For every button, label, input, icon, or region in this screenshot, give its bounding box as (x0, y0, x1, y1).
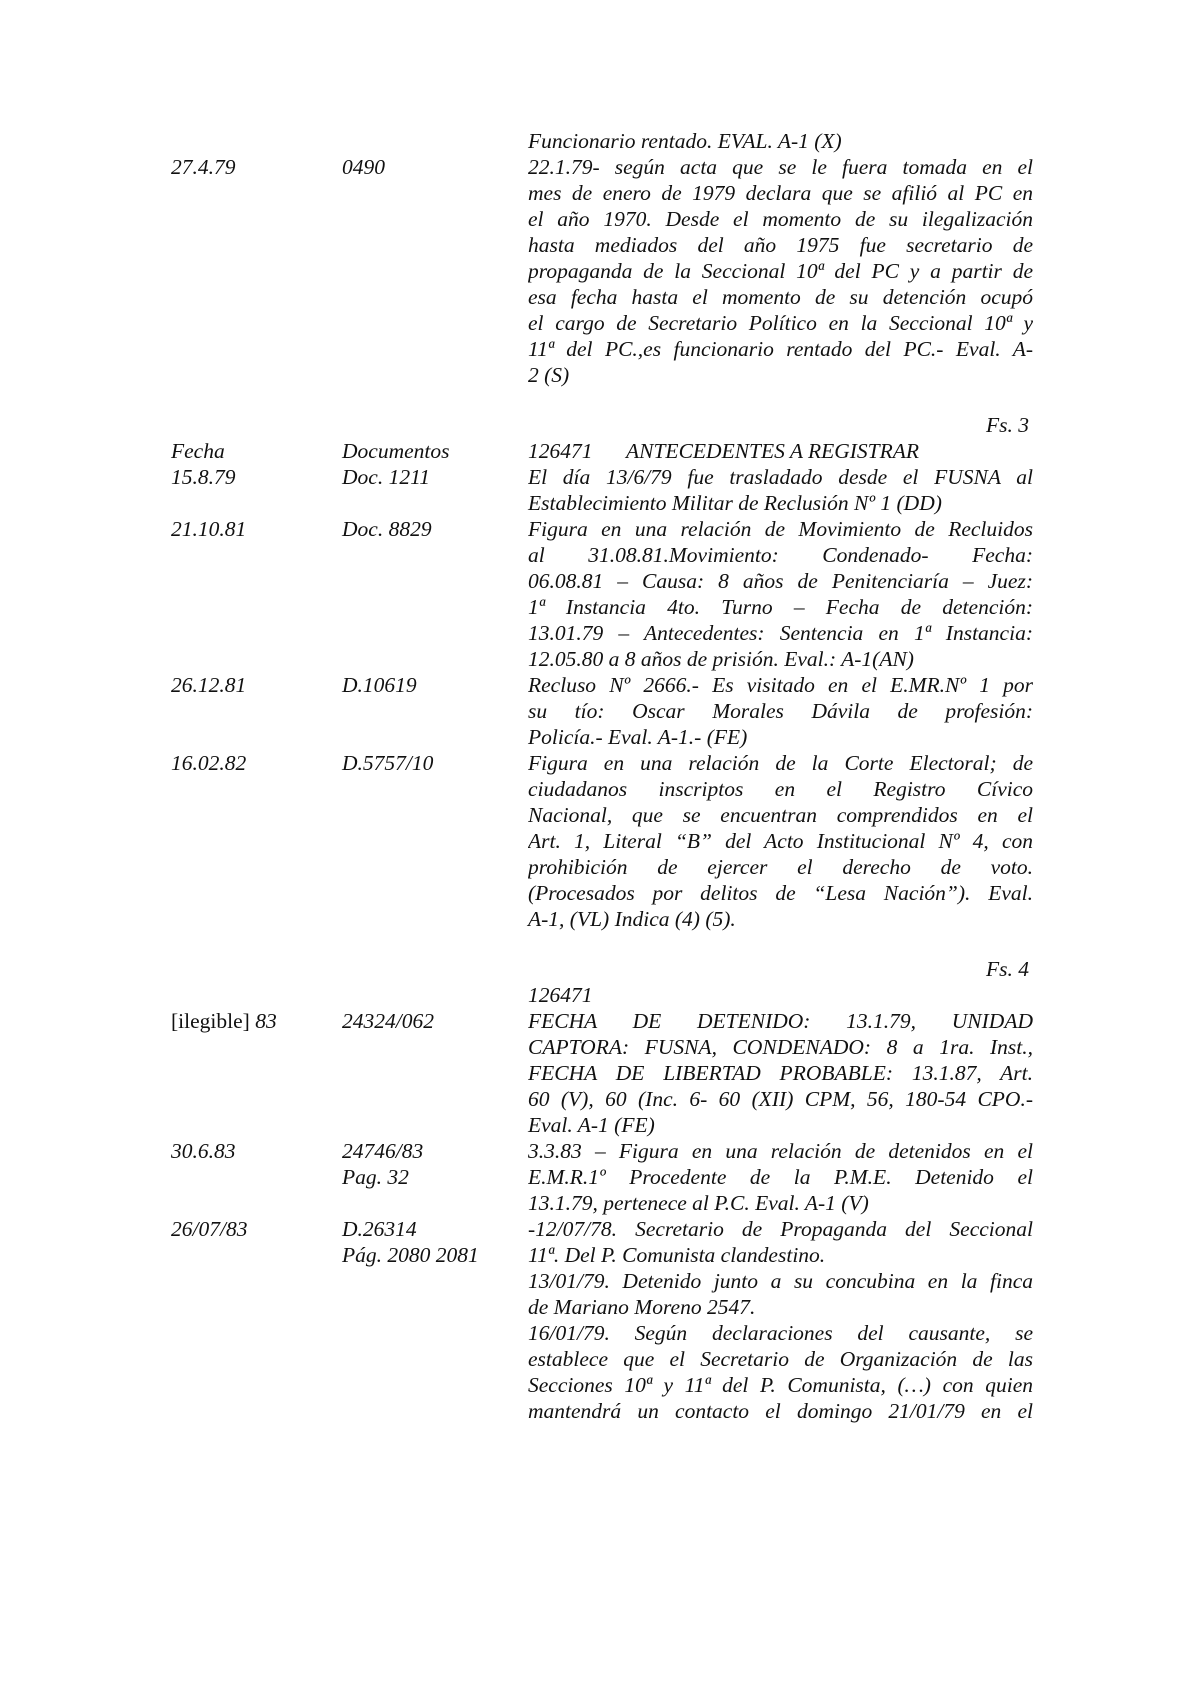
entry-line: mantendrá un contacto el domingo 21/01/79 en el (528, 1399, 1033, 1423)
entry-line: 2 (S) (528, 363, 570, 387)
entry-doc: 24746/83 (342, 1139, 424, 1163)
section-title: ANTECEDENTES A REGISTRAR (626, 439, 920, 463)
column-header-documentos: Documentos (342, 439, 450, 463)
entry-line: 11ª del PC.,es funcionario rentado del PC.- Eval. A- (528, 337, 1033, 361)
entry-line: FECHA DE LIBERTAD PROBABLE: 13.1.87, Art. (528, 1061, 1033, 1085)
entry-line: 13.01.79 – Antecedentes: Sentencia en 1ª Instancia: (528, 621, 1033, 645)
entry-date: 15.8.79 (171, 465, 236, 489)
entry-date: 16.02.82 (171, 751, 247, 775)
column-header-fecha: Fecha (171, 439, 225, 463)
entry-line: mes de enero de 1979 declara que se afilió al PC en (528, 181, 1033, 205)
entry-line: 11ª. Del P. Comunista clandestino. (528, 1243, 826, 1267)
entry-line: Figura en una relación de Movimiento de Recluidos (528, 517, 1033, 541)
entry-doc: D.10619 (342, 673, 417, 697)
entry-line: establece que el Secretario de Organización de las (528, 1347, 1033, 1371)
entry-line: el año 1970. Desde el momento de su ilegalización (528, 207, 1033, 231)
entry-date (171, 1007, 277, 1035)
entry-line: esa fecha hasta el momento de su detención ocupó (528, 285, 1033, 309)
entry-line: Recluso Nº 2666.- Es visitado en el E.MR.Nº 1 por (528, 673, 1033, 697)
folio-label: Fs. 3 (986, 413, 1029, 437)
entry-line: A-1, (VL) Indica (4) (5). (528, 907, 736, 931)
entry-line: 13/01/79. Detenido junto a su concubina en la finca (528, 1269, 1033, 1293)
entry-line: al 31.08.81.Movimiento: Condenado- Fecha: (528, 543, 1033, 567)
record-number: 126471 (528, 439, 593, 463)
entry-doc-page: Pág. 2080 2081 (342, 1243, 479, 1267)
entry-line: ciudadanos inscriptos en el Registro Cívico (528, 777, 1033, 801)
entry-doc: Doc. 1211 (342, 465, 430, 489)
entry-line: Eval. A-1 (FE) (528, 1113, 655, 1137)
entry-doc: D.5757/10 (342, 751, 434, 775)
entry-date: 26.12.81 (171, 673, 247, 697)
illegible-marker: [ilegible] (171, 1009, 250, 1033)
entry-line: (Procesados por delitos de “Lesa Nación”). Eval. (528, 881, 1033, 905)
entry-line: 3.3.83 – Figura en una relación de detenidos en el (528, 1139, 1033, 1163)
entry-line: el cargo de Secretario Político en la Seccional 10ª y (528, 311, 1033, 335)
entry-doc: 0490 (342, 155, 385, 179)
entry-line: Figura en una relación de la Corte Electoral; de (528, 751, 1033, 775)
entry-date: 21.10.81 (171, 517, 247, 541)
entry-line: E.M.R.1º Procedente de la P.M.E. Detenido el (528, 1165, 1033, 1189)
entry-line: Policía.- Eval. A-1.- (FE) (528, 725, 748, 749)
entry-line: hasta mediados del año 1975 fue secretario de (528, 233, 1033, 257)
folio-label: Fs. 4 (986, 957, 1029, 981)
entry-line: -12/07/78. Secretario de Propaganda del Seccional (528, 1217, 1033, 1241)
top-line: Funcionario rentado. EVAL. A-1 (X) (528, 129, 842, 153)
entry-doc: 24324/062 (342, 1009, 434, 1033)
entry-line: Art. 1, Literal “B” del Acto Institucional Nº 4, con (528, 829, 1033, 853)
entry-line: FECHA DE DETENIDO: 13.1.79, UNIDAD (528, 1009, 1033, 1033)
entry-line: propaganda de la Seccional 10ª del PC y a partir de (528, 259, 1033, 283)
entry-line: de Mariano Moreno 2547. (528, 1295, 756, 1319)
entry-line: CAPTORA: FUSNA, CONDENADO: 8 a 1ra. Inst., (528, 1035, 1033, 1059)
entry-line: 16/01/79. Según declaraciones del causante, se (528, 1321, 1033, 1345)
entry-line: Secciones 10ª y 11ª del P. Comunista, (…) con quien (528, 1373, 1033, 1397)
entry-doc: Doc. 8829 (342, 517, 432, 541)
entry-doc-page: Pag. 32 (342, 1165, 409, 1189)
entry-line: 12.05.80 a 8 años de prisión. Eval.: A-1(AN) (528, 647, 914, 671)
entry-date: 26/07/83 (171, 1217, 248, 1241)
entry-line: 13.1.79, pertenece al P.C. Eval. A-1 (V) (528, 1191, 869, 1215)
record-number: 126471 (528, 983, 593, 1007)
entry-date: 30.6.83 (171, 1139, 236, 1163)
entry-line: Nacional, que se encuentran comprendidos en el (528, 803, 1033, 827)
entry-line: 22.1.79- según acta que se le fuera tomada en el (528, 155, 1033, 179)
entry-line: 06.08.81 – Causa: 8 años de Penitenciaría – Juez: (528, 569, 1033, 593)
entry-date-year: 83 (255, 1009, 277, 1033)
entry-date: 27.4.79 (171, 155, 236, 179)
entry-line: 60 (V), 60 (Inc. 6- 60 (XII) CPM, 56, 180-54 CPO.- (528, 1087, 1033, 1111)
entry-line: El día 13/6/79 fue trasladado desde el FUSNA al (528, 465, 1033, 489)
entry-line: Establecimiento Militar de Reclusión Nº 1 (DD) (528, 491, 942, 515)
entry-line: 1ª Instancia 4to. Turno – Fecha de detención: (528, 595, 1033, 619)
entry-line: prohibición de ejercer el derecho de voto. (528, 855, 1033, 879)
entry-line: su tío: Oscar Morales Dávila de profesión: (528, 699, 1033, 723)
entry-doc: D.26314 (342, 1217, 417, 1241)
